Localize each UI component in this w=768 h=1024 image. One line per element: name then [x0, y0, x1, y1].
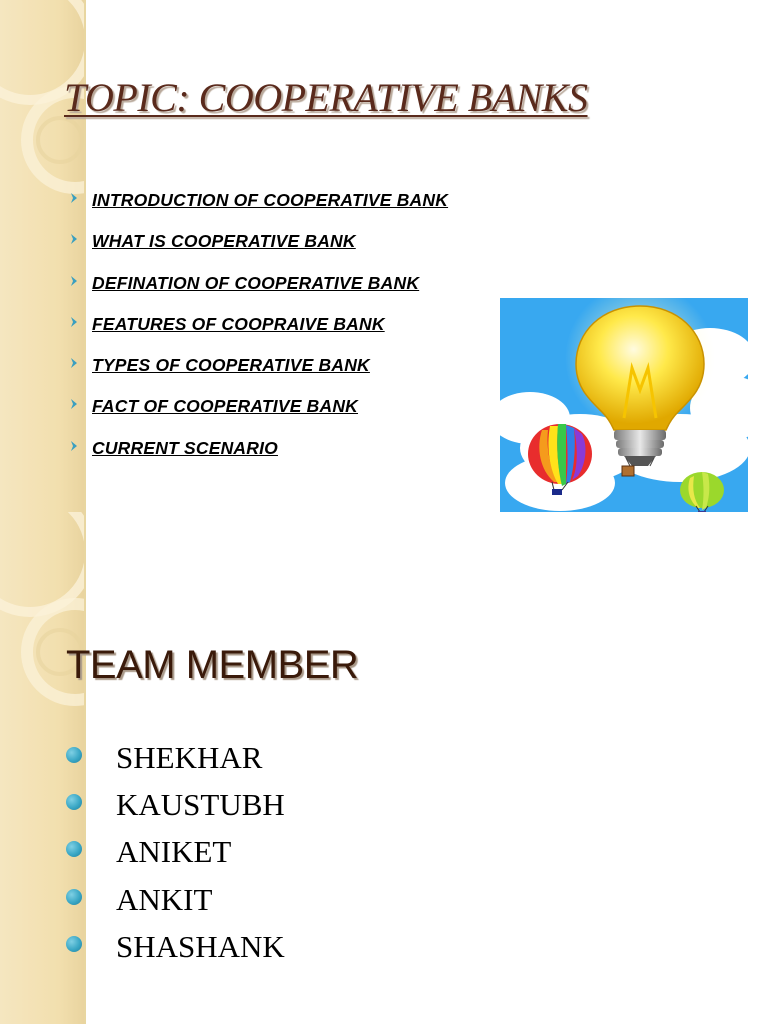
- member-name: SHASHANK: [116, 928, 285, 964]
- topic-text: CURRENT SCENARIO: [92, 437, 278, 458]
- topic-list: [64, 190, 448, 479]
- topic-text: TYPES OF COOPERATIVE BANK: [92, 355, 370, 376]
- chevron-right-icon: [68, 440, 80, 452]
- page-title: TOPIC: COOPERATIVE BANKS: [64, 75, 588, 120]
- chevron-right-icon: [68, 357, 80, 369]
- topic-text: FACT OF COOPERATIVE BANK: [92, 396, 359, 417]
- chevron-right-icon: [68, 316, 80, 328]
- list-item: [64, 231, 448, 272]
- list-item: [64, 396, 448, 437]
- chevron-right-icon: [68, 192, 80, 204]
- member-name: SHEKHAR: [116, 740, 263, 775]
- list-item: [64, 190, 448, 231]
- topic-text: WHAT IS COOPERATIVE BANK: [92, 231, 356, 252]
- round-dot-icon: [66, 889, 82, 905]
- topic-text: DEFINATION OF COOPERATIVE BANK: [92, 272, 420, 293]
- chevron-right-icon: [68, 233, 80, 245]
- chevron-right-icon: [68, 398, 80, 410]
- member-name: ANIKET: [116, 834, 232, 870]
- round-dot-icon: [66, 747, 82, 763]
- round-dot-icon: [66, 936, 82, 952]
- chevron-right-icon: [68, 275, 80, 287]
- topic-text: FEATURES OF COOPRAIVE BANK: [92, 313, 385, 334]
- slide-team: [0, 512, 768, 1024]
- section-title: TEAM MEMBER: [66, 643, 359, 687]
- list-item: [64, 355, 448, 396]
- list-item: [64, 314, 448, 355]
- lightbulb-balloons-clipart: [500, 298, 748, 512]
- member-name: KAUSTUBH: [116, 787, 285, 823]
- list-item: [64, 273, 448, 314]
- topic-text: INTRODUCTION OF COOPERATIVE BANK: [92, 190, 449, 210]
- list-item: [64, 438, 448, 479]
- member-name: ANKIT: [116, 881, 213, 917]
